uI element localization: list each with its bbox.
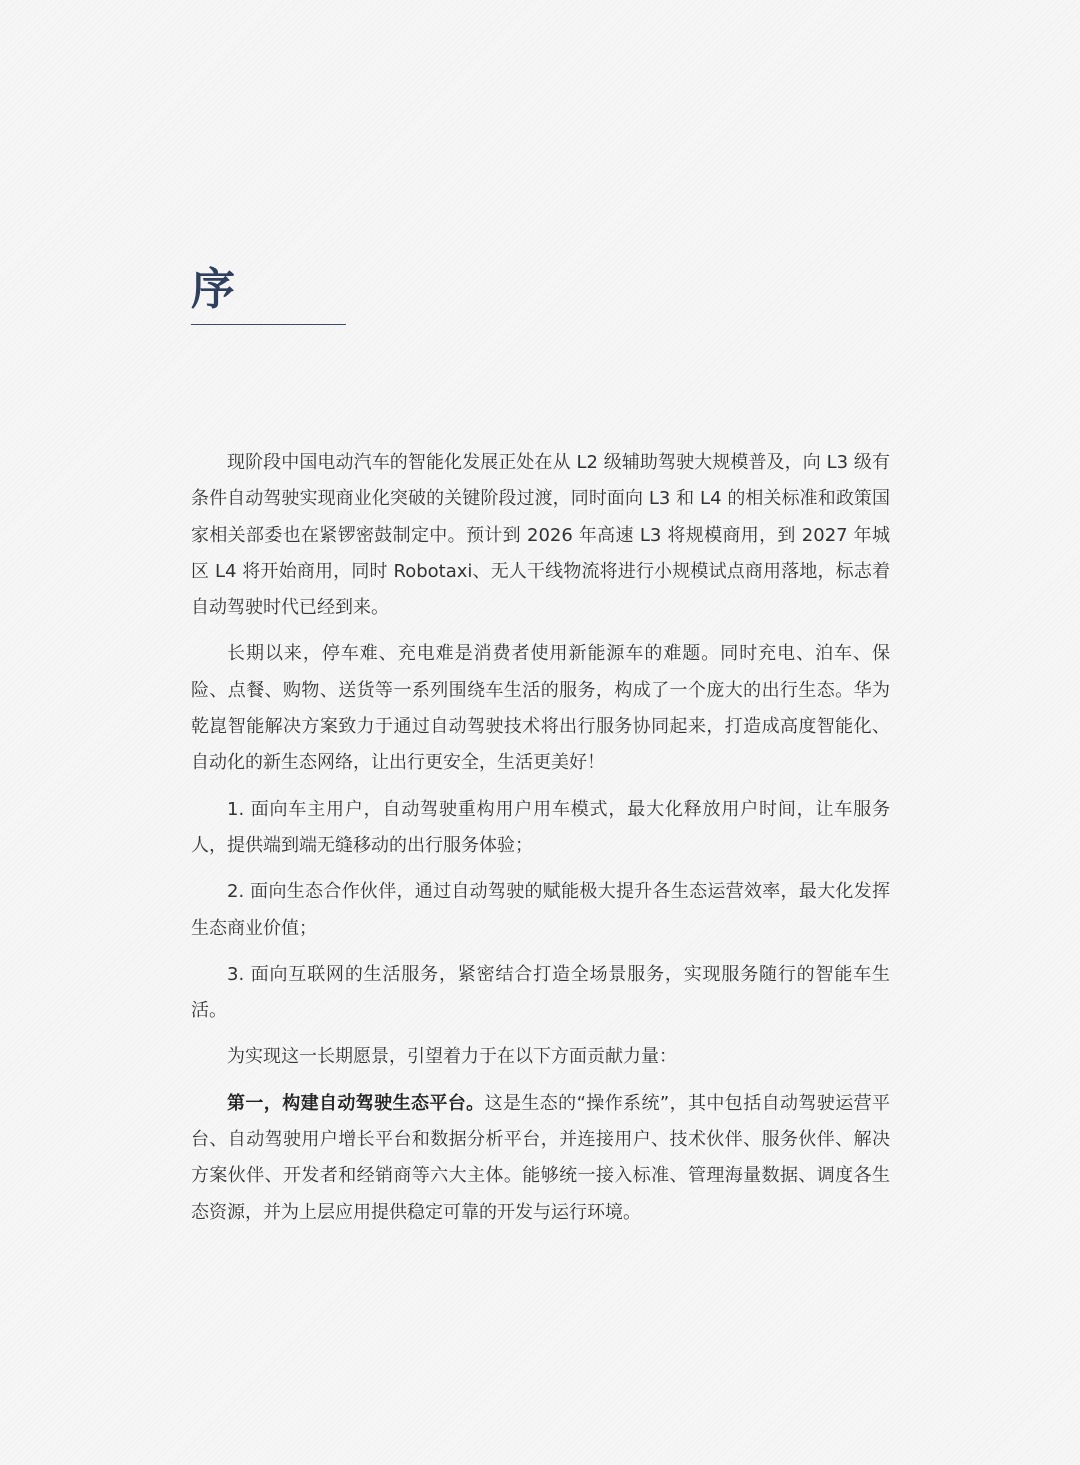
paragraph-text: 1. 面向车主用户，自动驾驶重构用户用车模式，最大化释放用户时间，让车服务人，提供端到端无缝移动的出行服务体验； <box>191 798 890 856</box>
list-item-1 <box>191 792 890 865</box>
paragraph-2 <box>191 636 890 781</box>
section-heading: 序 <box>191 264 236 315</box>
paragraph-text: 2. 面向生态合作伙伴，通过自动驾驶的赋能极大提升各生态运营效率，最大化发挥生态商业价值； <box>191 881 890 939</box>
paragraph-first-point <box>191 1086 890 1231</box>
paragraph-text: 长期以来，停车难、充电难是消费者使用新能源车的难题。同时充电、泊车、保险、点餐、购物、送货等一系列围绕车生活的服务，构成了一个庞大的出行生态。华为乾崑智能解决方案致力于通过自动驾驶技术将出行服务协同起来，打造成高度智能化、自动化的新生态网络，让出行更安全，生活更美好！ <box>191 643 890 774</box>
paragraph-vision <box>191 1039 890 1075</box>
paragraph-text: 现阶段中国电动汽车的智能化发展正处在从 L2 级辅助驾驶大规模普及，向 L3 级有条件自动驾驶实现商业化突破的关键阶段过渡，同时面向 L3 和 L4 的相关标准和政策国家相关部委也在紧锣密鼓制定中。预计到 2026 年高速 L3 将规模商用，到 2027 年城区 L4 将开始商用，同时 Robotaxi、无人干线物流将进行小规模试点商用落地，标志着自动驾驶时代已经到来。 <box>191 452 890 619</box>
list-item-2 <box>191 874 890 947</box>
heading-underline <box>191 324 346 325</box>
paragraph-1 <box>191 445 890 626</box>
list-item-3 <box>191 957 890 1030</box>
paragraph-text: 3. 面向互联网的生活服务，紧密结合打造全场景服务，实现服务随行的智能车生活。 <box>191 963 890 1022</box>
paragraph-text: 这是生态的“操作系统”，其中包括自动驾驶运营平台、自动驾驶用户增长平台和数据分析平台，并连接用户、技术伙伴、服务伙伴、解决方案伙伴、开发者和经销商等六大主体。能够统一接入标准、管理海量数据、调度各生态资源，并为上层应用提供稳定可靠的开发与运行环境。 <box>191 1092 890 1223</box>
paragraph-lead-bold: 第一，构建自动驾驶生态平台。 <box>227 1092 485 1114</box>
paragraph-text: 为实现这一长期愿景，引望着力于在以下方面贡献力量： <box>227 1046 677 1068</box>
body-text <box>191 445 890 1241</box>
